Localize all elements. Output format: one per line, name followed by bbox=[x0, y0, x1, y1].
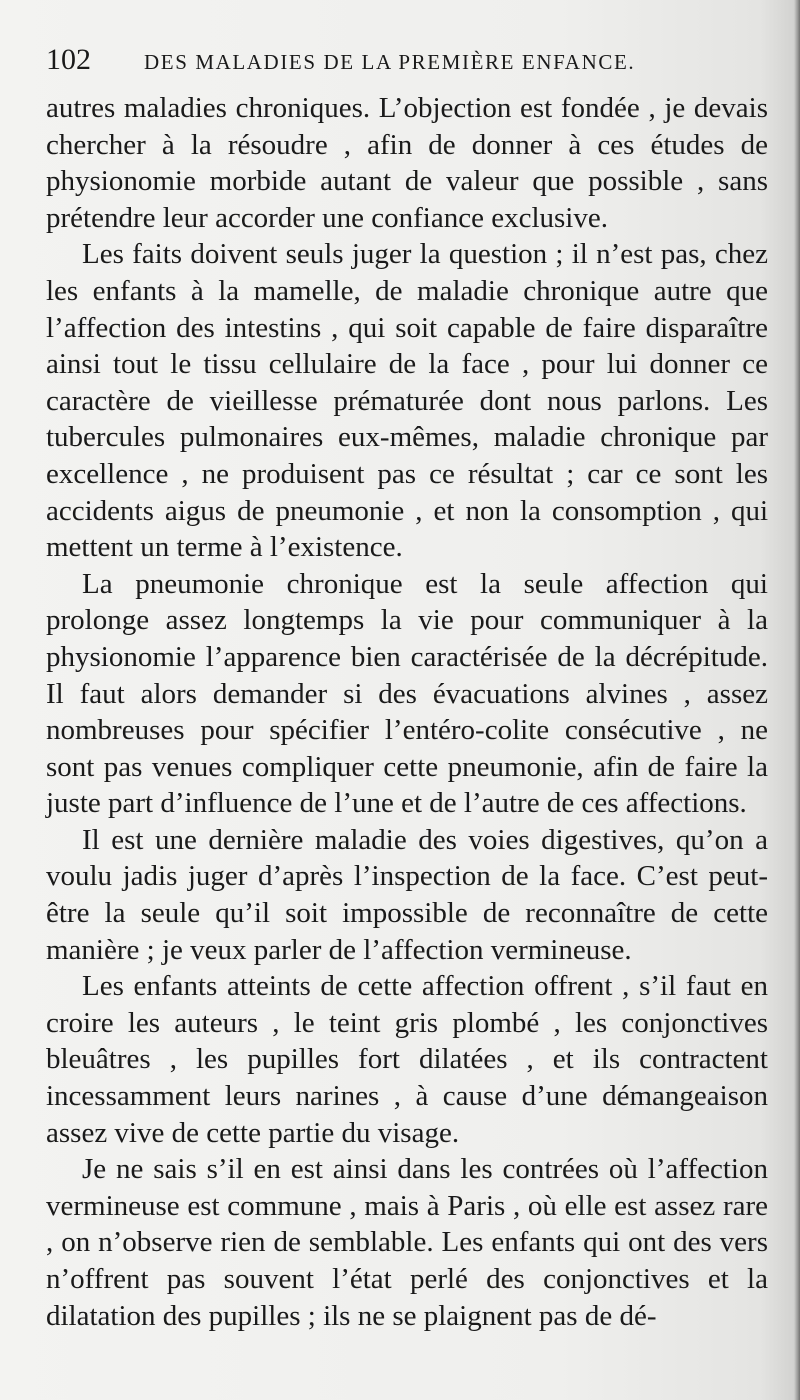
page-edge-shadow bbox=[794, 0, 800, 1400]
paragraph: Les enfants atteints de cette affection offrent , s’il faut en croire les auteurs , le teint gris plombé , les conjonctives bleuâtres , les pupilles fort dilatées , et ils contractent incessamment leurs narines , à cause d’une démangeaison assez vive de cette partie du visage. bbox=[46, 970, 768, 1149]
paragraph-continuation: autres maladies chroniques. L’objection est fondée , je devais chercher à la résoudre , afin de donner à ces études de physionomie morbide autant de valeur que possible , sans prétendre leur accorder une confiance exclusive. bbox=[46, 92, 768, 234]
paragraph: La pneumonie chronique est la seule affection qui prolonge assez longtemps la vie pour communiquer à la physionomie l’apparence bien caractérisée de la décrépitude. Il faut alors demander si des évacuations alvines , assez nombreuses pour spécifier l’entéro-colite consécutive , ne sont pas venues compliquer cette pneumonie, afin de faire la juste part d’influence de l’une et de l’autre de ces affections. bbox=[46, 567, 768, 820]
running-head: DES MALADIES DE LA PREMIÈRE ENFANCE. bbox=[144, 50, 636, 74]
page-header bbox=[46, 42, 766, 82]
paragraph: Les faits doivent seuls juger la question ; il n’est pas, chez les enfants à la mamelle, de maladie chronique autre que l’affection des intestins , qui soit capable de faire disparaître ainsi tout le tissu cellulaire de la face , pour lui donner ce caractère de vieillesse prématurée dont nous parlons. Les tubercules pulmonaires eux-mêmes, maladie chronique par excellence , ne produisent pas ce résultat ; car ce sont les accidents aigus de pneumonie , et non la consomption , qui mettent un terme à l’existence. bbox=[46, 238, 768, 564]
page-number: 102 bbox=[46, 43, 91, 76]
paragraph: Je ne sais s’il en est ainsi dans les contrées où l’affection vermineuse est commune , mais à Paris , où elle est assez rare , on n’observe rien de semblable. Les enfants qui ont des vers n’offrent pas souvent l’état perlé des conjonctives et la dilatation des pupilles ; ils ne se plaignent pas de dé- bbox=[46, 1153, 768, 1332]
paragraph: Il est une dernière maladie des voies digestives, qu’on a voulu jadis juger d’après l’inspection de la face. C’est peut-être la seule qu’il soit impossible de reconnaître de cette manière ; je veux parler de l’affection vermineuse. bbox=[46, 823, 768, 966]
body-text bbox=[46, 90, 768, 1334]
